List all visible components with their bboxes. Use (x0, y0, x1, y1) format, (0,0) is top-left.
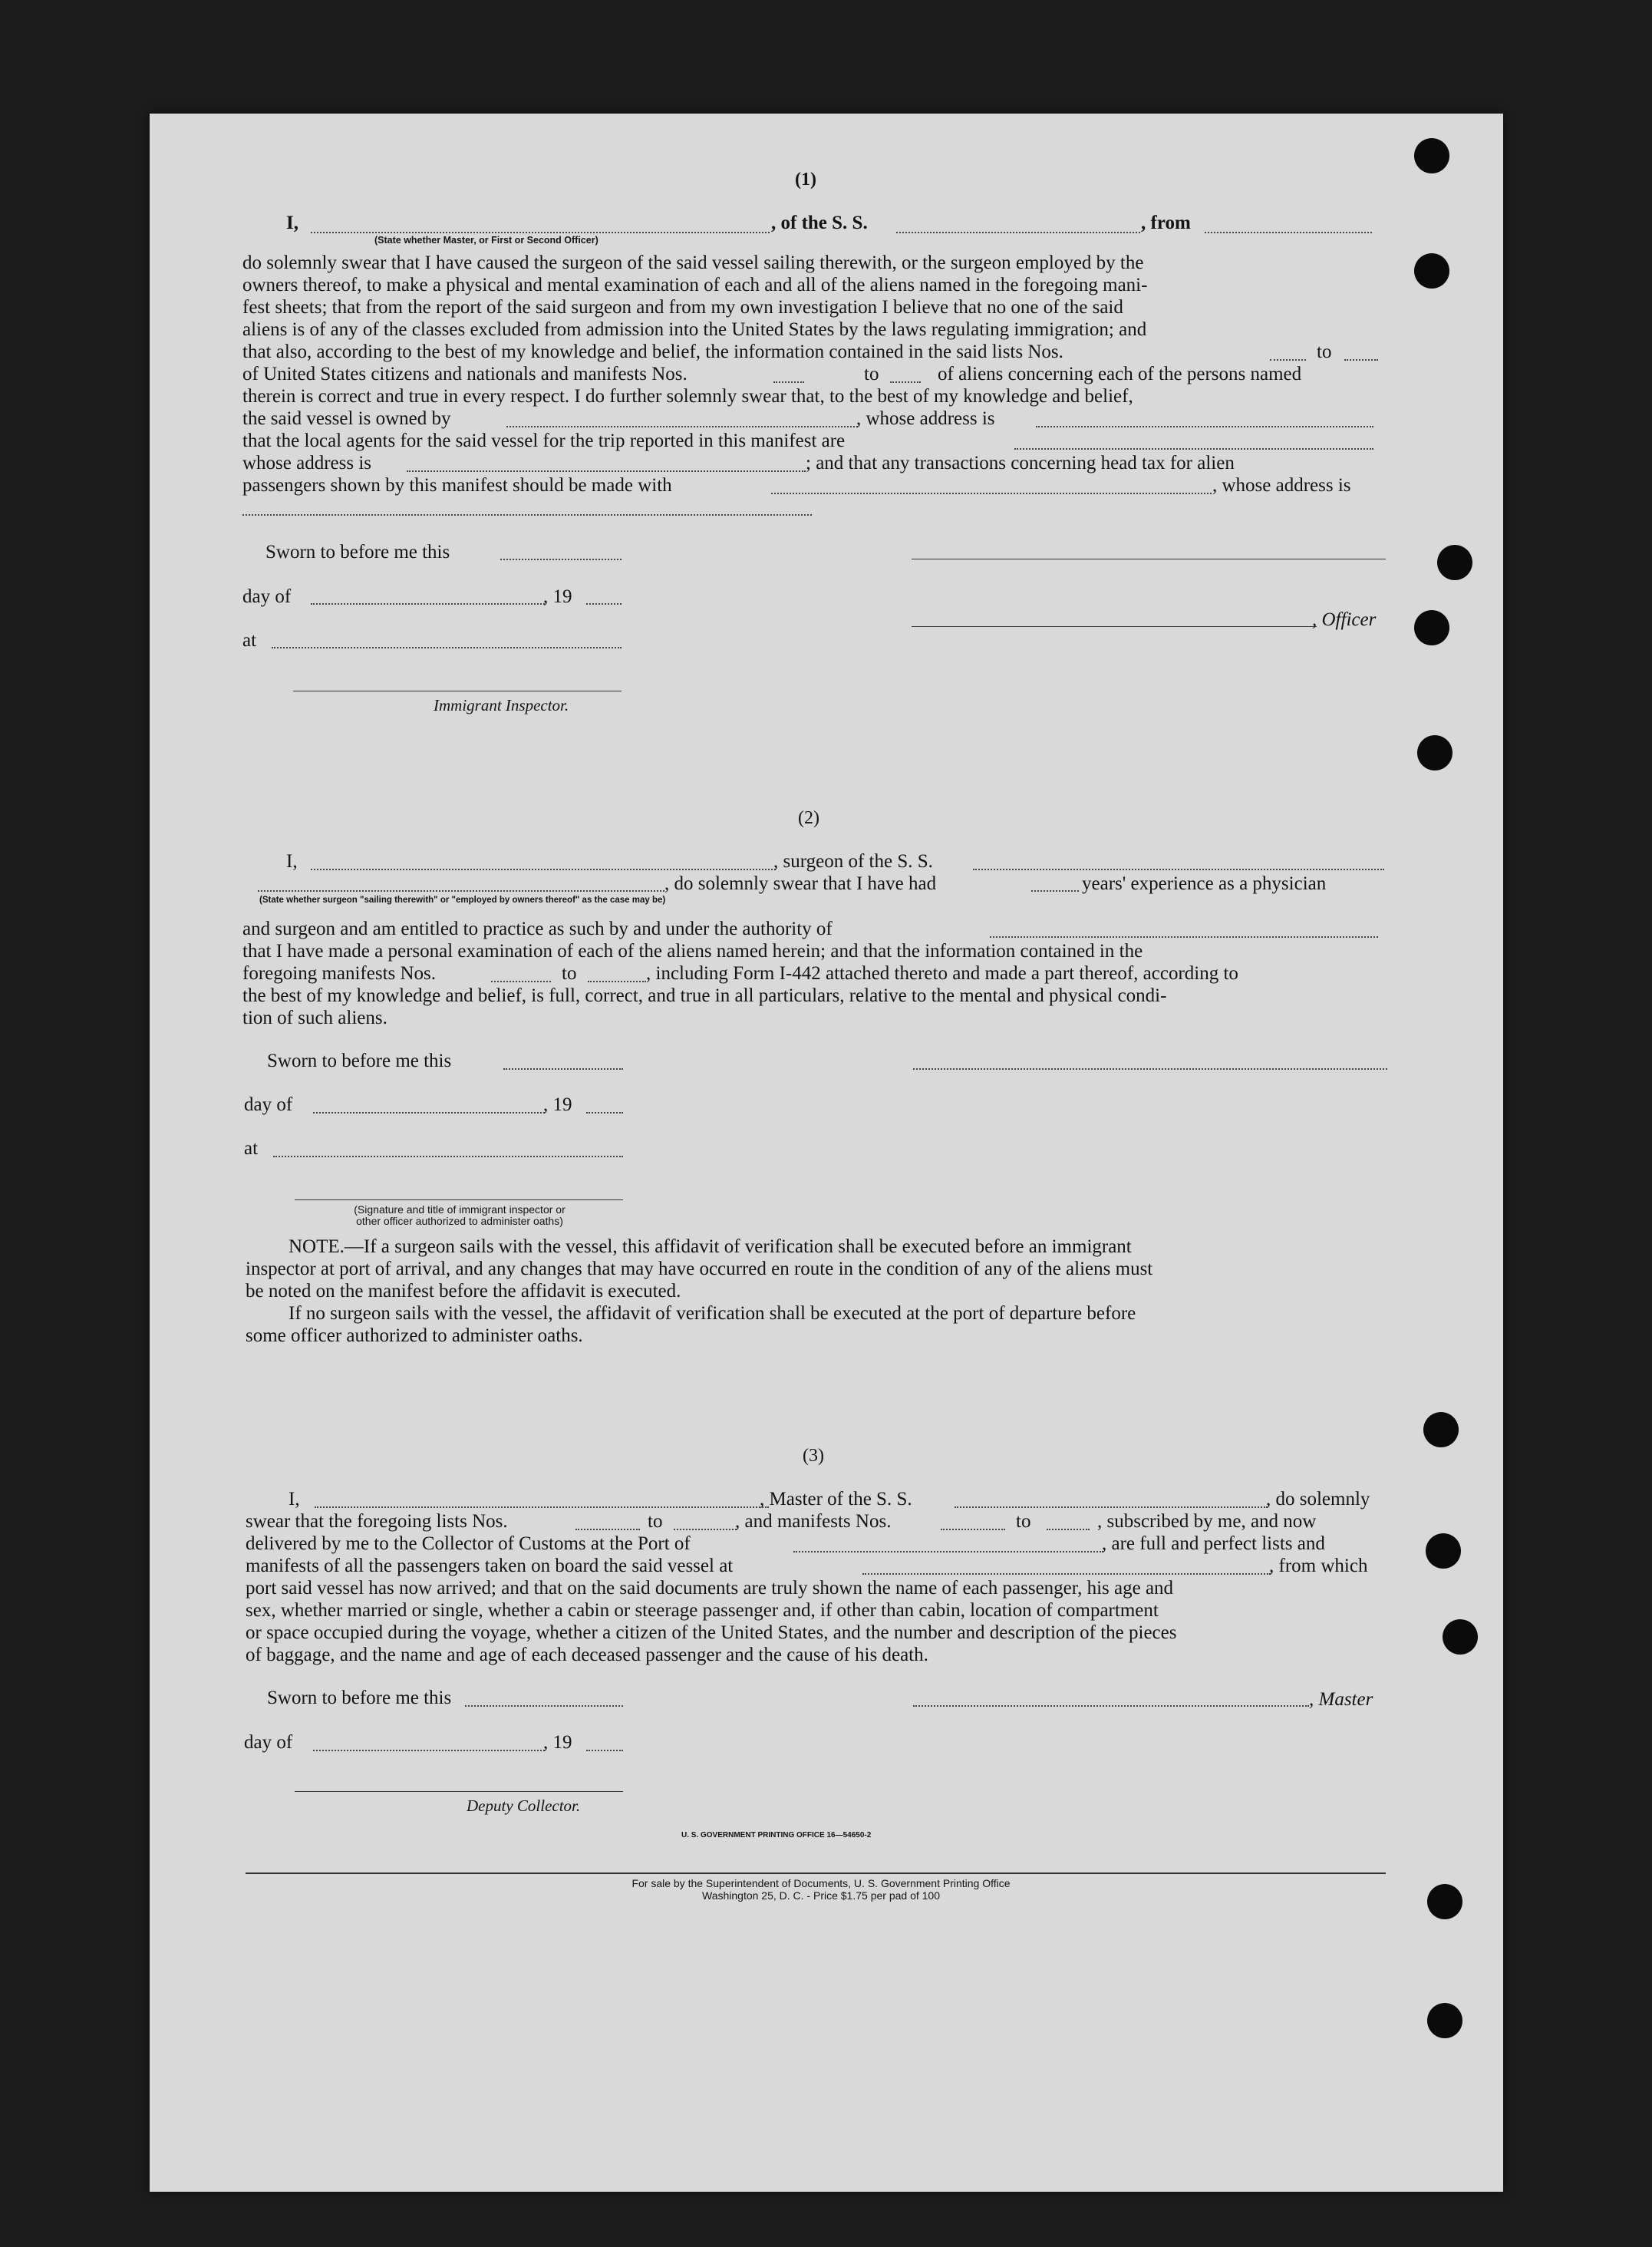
s3-ship-blank (955, 1506, 1268, 1508)
punch-hole-3 (1437, 545, 1472, 580)
s2-line6: the best of my knowledge and belief, is full, correct, and true in all particulars, relative to the mental and physical condi- (242, 985, 1167, 1006)
s1-body-1: do solemnly swear that I have caused the surgeon of the said vessel sailing therewith, or the surgeon employed by the (242, 252, 1144, 273)
s2-sig-caption-1: (Signature and title of immigrant inspector or (354, 1203, 566, 1216)
s3-line3-a: delivered by me to the Collector of Customs at the Port of (246, 1533, 691, 1554)
s3-line2-e: , subscribed by me, and now (1097, 1511, 1317, 1532)
s3-sworn: Sworn to before me this (267, 1688, 452, 1708)
s1-sworn-blank (500, 559, 622, 560)
s3-sworn-blank (465, 1705, 623, 1707)
s1-year: , 19 (543, 586, 572, 607)
s1-day-blank (311, 603, 545, 605)
s2-line1-i: I, (286, 851, 298, 872)
s2-surgeon-name-blank (311, 869, 776, 870)
s1-body-2: owners thereof, to make a physical and mental examination of each and all of the aliens named in the foregoing mani- (242, 275, 1148, 295)
s1-manifests-from-blank (773, 381, 804, 383)
s1-line10: that the local agents for the said vessel for the trip reported in this manifest are (242, 431, 846, 451)
s2-line7: tion of such aliens. (242, 1008, 387, 1028)
s2-dayof: day of (244, 1094, 293, 1115)
s1-line7-a: of United States citizens and nationals and manifests Nos. (242, 364, 688, 384)
punch-hole-7 (1426, 1533, 1461, 1569)
s1-line7-to: to (864, 364, 879, 384)
s2-note-5: some officer authorized to administer oaths. (246, 1325, 583, 1346)
s1-owner-blank (506, 426, 858, 427)
s3-line6: sex, whether married or single, whether a cabin or steerage passenger and, if other than cabin, location of compartment (246, 1600, 1159, 1621)
s1-at: at (242, 630, 257, 651)
s1-lists-to-blank (1344, 359, 1378, 361)
s3-departure-blank (862, 1573, 1271, 1575)
s3-collector-sig-line (295, 1791, 623, 1792)
s2-year-blank (586, 1112, 623, 1114)
s1-officer-blank (311, 232, 770, 233)
s1-line7-c: of aliens concerning each of the persons named (938, 364, 1302, 384)
s1-officer-label: , Officer (1312, 609, 1377, 630)
s1-line11-a: whose address is (242, 453, 372, 473)
s1-line1-ss: , of the S. S. (771, 213, 868, 233)
punch-hole-6 (1423, 1412, 1459, 1447)
s2-year: , 19 (543, 1094, 572, 1115)
s3-year-blank (586, 1750, 623, 1751)
section-2-number: (2) (798, 808, 819, 828)
punch-hole-4 (1414, 610, 1449, 645)
s3-day-blank (313, 1750, 545, 1751)
s3-port-blank (793, 1551, 1103, 1552)
s2-ship-blank (973, 869, 1384, 870)
s1-line1-i: I, (286, 213, 298, 233)
s2-at-blank (273, 1156, 623, 1157)
punch-hole-1 (1414, 138, 1449, 173)
s3-line5: port said vessel has now arrived; and that on the said documents are truly shown the name of each passenger, his age and (246, 1578, 1174, 1599)
punch-hole-5 (1417, 735, 1453, 770)
s1-agents-blank (1014, 448, 1373, 450)
s2-manifests-from-blank (491, 981, 551, 982)
s1-line8: therein is correct and true in every respect. I do further solemnly swear that, to the best of my knowledge and belief, (242, 386, 1133, 407)
s2-inspector-sig-line (295, 1199, 623, 1200)
s1-line6-to: to (1317, 342, 1332, 362)
s1-dayof: day of (242, 586, 292, 607)
s1-line11-b: ; and that any transactions concerning head tax for alien (806, 453, 1235, 473)
s2-line4: that I have made a personal examination of each of the aliens named herein; and that the information contained in the (242, 941, 1143, 962)
s3-master-sig-blank (913, 1705, 1309, 1707)
s3-dayof: day of (244, 1732, 293, 1753)
s3-manifests-from-blank (941, 1529, 1005, 1530)
s3-line2-to1: to (648, 1511, 663, 1532)
s2-sig-caption-2: other officer authorized to administer oaths) (356, 1215, 563, 1227)
s2-sworn: Sworn to before me this (267, 1051, 452, 1071)
s1-officer-sig-line2 (912, 626, 1317, 627)
punch-hole-10 (1427, 2003, 1462, 2038)
sale-line-2: Washington 25, D. C. - Price $1.75 per pad of 100 (702, 1889, 940, 1902)
s3-line2-a: swear that the foregoing lists Nos. (246, 1511, 508, 1532)
s2-note-3: be noted on the manifest before the affidavit is executed. (246, 1281, 681, 1302)
punch-hole-9 (1427, 1884, 1462, 1919)
s2-note-4: If no surgeon sails with the vessel, the affidavit of verification shall be executed at the port of departure before (289, 1303, 1136, 1324)
s3-manifests-to-blank (1047, 1529, 1090, 1530)
s3-year: , 19 (543, 1732, 572, 1753)
s3-line7: or space occupied during the voyage, whether a citizen of the United States, and the number and description of the pieces (246, 1622, 1177, 1643)
s2-line5-to: to (562, 963, 577, 984)
s2-at: at (244, 1138, 259, 1159)
s1-inspector-label: Immigrant Inspector. (434, 696, 569, 714)
punch-hole-8 (1443, 1619, 1478, 1655)
s2-manifests-to-blank (588, 981, 646, 982)
s1-lists-from-blank (1270, 359, 1306, 361)
s3-lists-to-blank (674, 1529, 737, 1530)
s1-owner-address-blank (1036, 426, 1373, 427)
s3-lists-from-blank (575, 1529, 640, 1530)
s1-at-blank (272, 647, 622, 648)
s1-sworn: Sworn to before me this (265, 542, 450, 563)
s1-headtax-blank (771, 493, 1212, 494)
s2-surgeon-type-blank (258, 890, 664, 892)
s1-officer-note: (State whether Master, or First or Second Officer) (374, 235, 598, 246)
s2-line5-c: , including Form I-442 attached thereto and made a part thereof, according to (646, 963, 1238, 984)
s2-line1-ss: , surgeon of the S. S. (773, 851, 933, 872)
s2-surgeon-type-note: (State whether surgeon "sailing therewith" or "employed by owners thereof" as the case may be) (259, 896, 666, 905)
s3-line3-b: , are full and perfect lists and (1102, 1533, 1325, 1554)
s2-line2-a: , do solemnly swear that I have had (664, 873, 937, 894)
sale-line-1: For sale by the Superintendent of Documents, U. S. Government Printing Office (631, 1877, 1011, 1889)
s1-from-blank (1205, 232, 1372, 233)
s2-sworn-blank (503, 1068, 623, 1070)
s2-surgeon-sig-blank (913, 1068, 1387, 1070)
s1-headtax-address-blank (242, 514, 812, 516)
s1-ship-blank (896, 232, 1140, 233)
section-3-number: (3) (803, 1446, 824, 1466)
section-1-number: (1) (795, 170, 816, 190)
punch-hole-2 (1414, 253, 1449, 289)
s1-line1-from: , from (1141, 213, 1191, 233)
s1-body-3: fest sheets; that from the report of the said surgeon and from my own investigation I believe that no one of the said (242, 297, 1123, 318)
s3-line2-to2: to (1016, 1511, 1031, 1532)
s1-body-4: aliens is of any of the classes excluded from admission into the United States by the laws regulating immigration; and (242, 319, 1147, 340)
s1-line6-a: that also, according to the best of my knowledge and belief, the information contained in the said lists Nos. (242, 342, 1063, 362)
s2-line5-a: foregoing manifests Nos. (242, 963, 437, 984)
s2-years-blank (1031, 890, 1079, 892)
s1-manifests-to-blank (890, 381, 921, 383)
s2-note-2: inspector at port of arrival, and any changes that may have occurred en route in the condition of any of the aliens must (246, 1259, 1153, 1279)
s3-line1-c: , do solemnly (1266, 1489, 1370, 1510)
s2-note-1: NOTE.—If a surgeon sails with the vessel, this affidavit of verification shall be executed before an immigrant (289, 1236, 1132, 1257)
s2-day-blank (313, 1112, 545, 1114)
s3-line1-ss: , Master of the S. S. (760, 1489, 912, 1510)
s3-line1-i: I, (289, 1489, 300, 1510)
s2-line3: and surgeon and am entitled to practice as such by and under the authority of (242, 919, 833, 939)
gpo-imprint: U. S. GOVERNMENT PRINTING OFFICE 16—54650-2 (681, 1831, 872, 1840)
s2-authority-blank (990, 936, 1378, 938)
s1-line12-b: , whose address is (1212, 475, 1351, 496)
s3-line2-c: , and manifests Nos. (735, 1511, 892, 1532)
s3-master-name-blank (315, 1506, 769, 1508)
s2-line2-b: years' experience as a physician (1082, 873, 1327, 894)
s3-master-label: , Master (1309, 1689, 1373, 1710)
s1-agents-address-blank (407, 470, 806, 472)
s1-line12-a: passengers shown by this manifest should be made with (242, 475, 672, 496)
s1-line9-a: the said vessel is owned by (242, 408, 451, 429)
s3-collector-label: Deputy Collector. (467, 1797, 581, 1815)
s1-line9-b: , whose address is (856, 408, 995, 429)
s3-line4-a: manifests of all the passengers taken on board the said vessel at (246, 1556, 734, 1576)
footer-rule (246, 1872, 1386, 1874)
s1-year-blank (586, 603, 622, 605)
s3-line8: of baggage, and the name and age of each deceased passenger and the cause of his death. (246, 1645, 928, 1665)
s3-line4-b: , from which (1269, 1556, 1368, 1576)
